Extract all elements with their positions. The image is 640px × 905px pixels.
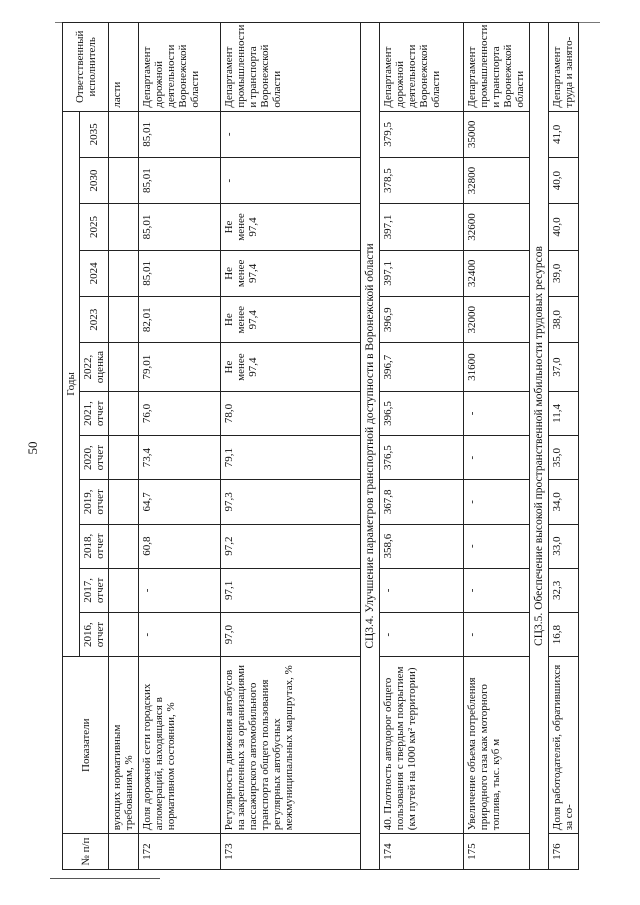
table-row: [139, 23, 221, 870]
year-value: [109, 391, 139, 435]
table-row: [549, 23, 579, 870]
header-row-1: [63, 23, 80, 870]
header-num: № п/п: [63, 834, 109, 870]
year-value: 97,3: [221, 480, 361, 524]
section-title: СЦ3.5. Обеспечение высокой пространственной мобильности трудовых ресурсов: [530, 23, 549, 870]
row-number: 172: [139, 834, 221, 870]
year-value: 32600: [464, 204, 530, 250]
year-value: 97,0: [221, 612, 361, 656]
year-value: 397,1: [380, 204, 464, 250]
year-value: 97,2: [221, 524, 361, 568]
year-value: -: [380, 612, 464, 656]
year-value: Не менее 97,4: [221, 204, 361, 250]
row-number: [109, 834, 139, 870]
header-year: 2017, отчет: [80, 568, 109, 612]
year-value: [109, 250, 139, 296]
year-value: [109, 111, 139, 157]
header-year: 2018, отчет: [80, 524, 109, 568]
responsible-executor: Департамент промышленности и транспорта Воронежской области: [221, 23, 361, 112]
year-value: 32000: [464, 297, 530, 343]
year-value: -: [464, 436, 530, 480]
year-value: [109, 612, 139, 656]
year-value: 32800: [464, 157, 530, 203]
header-year: 2030: [80, 157, 109, 203]
responsible-executor: ласти: [109, 23, 139, 112]
year-value: 396,9: [380, 297, 464, 343]
year-value: 31600: [464, 343, 530, 391]
year-value: 397,1: [380, 250, 464, 296]
header-responsible: Ответственный исполнитель: [63, 23, 109, 112]
section-row: [361, 23, 380, 870]
table-row: [380, 23, 464, 870]
year-value: 16,8: [549, 612, 579, 656]
year-value: [109, 568, 139, 612]
indicators-table: [62, 22, 579, 870]
year-value: -: [139, 568, 221, 612]
year-value: 85,01: [139, 157, 221, 203]
year-value: 396,5: [380, 391, 464, 435]
year-value: 40,0: [549, 204, 579, 250]
year-value: 38,0: [549, 297, 579, 343]
indicator-name: Регулярность движения автобусов на закрепленных за организациями пассажирского автомобильного транспорта общего пользования регулярных автобусных межмуниципальных маршрутах, %: [221, 657, 361, 834]
row-number: 176: [549, 834, 579, 870]
year-value: 85,01: [139, 111, 221, 157]
year-value: [109, 204, 139, 250]
year-value: 32400: [464, 250, 530, 296]
indicator-name: Увеличение объема потребления природного газа как моторного топлива, тыс. куб м: [464, 657, 530, 834]
year-value: 367,8: [380, 480, 464, 524]
year-value: [109, 297, 139, 343]
header-year: 2021, отчет: [80, 391, 109, 435]
year-value: 85,01: [139, 204, 221, 250]
rotated-table-wrapper: [62, 22, 622, 870]
header-year: 2022, оценка: [80, 343, 109, 391]
year-value: 11,4: [549, 391, 579, 435]
year-value: -: [221, 157, 361, 203]
year-value: [109, 524, 139, 568]
year-value: 35000: [464, 111, 530, 157]
indicator-name: вующих нормативным требованиям, %: [109, 657, 139, 834]
indicator-name: Доля дорожной сети городских агломераций, находящаяся в нормативном состоянии, %: [139, 657, 221, 834]
year-value: 37,0: [549, 343, 579, 391]
year-value: 82,01: [139, 297, 221, 343]
responsible-executor: Департамент промышленности и транспорта Воронежской области: [464, 23, 530, 112]
header-year: 2016, отчет: [80, 612, 109, 656]
header-years: Годы: [63, 111, 80, 657]
bottom-rule: [50, 878, 160, 879]
year-value: 378,5: [380, 157, 464, 203]
year-value: -: [464, 524, 530, 568]
year-value: [109, 436, 139, 480]
year-value: -: [464, 391, 530, 435]
year-value: 379,5: [380, 111, 464, 157]
year-value: -: [380, 568, 464, 612]
header-year: 2023: [80, 297, 109, 343]
year-value: [109, 157, 139, 203]
header-year: 2020, отчет: [80, 436, 109, 480]
year-value: 32,3: [549, 568, 579, 612]
header-indicators: Показатели: [63, 657, 109, 834]
header-year: 2024: [80, 250, 109, 296]
table-body: [109, 23, 579, 870]
year-value: 97,1: [221, 568, 361, 612]
row-number: 173: [221, 834, 361, 870]
year-value: -: [464, 612, 530, 656]
indicator-name: Доля работодателей, обратившихся за со-: [549, 657, 579, 834]
year-value: -: [139, 612, 221, 656]
year-value: 39,0: [549, 250, 579, 296]
table-row: [221, 23, 361, 870]
year-value: -: [221, 111, 361, 157]
year-value: -: [464, 568, 530, 612]
page-number: 50: [25, 441, 40, 455]
section-row: [530, 23, 549, 870]
row-number: 174: [380, 834, 464, 870]
table-row: [109, 23, 139, 870]
year-value: 78,0: [221, 391, 361, 435]
year-value: 396,7: [380, 343, 464, 391]
year-value: Не менее 97,4: [221, 297, 361, 343]
year-value: 79,01: [139, 343, 221, 391]
year-value: 358,6: [380, 524, 464, 568]
year-value: 79,1: [221, 436, 361, 480]
year-value: Не менее 97,4: [221, 250, 361, 296]
year-value: 41,0: [549, 111, 579, 157]
header-year: 2019, отчет: [80, 480, 109, 524]
responsible-executor: Департамент труда и занято-: [549, 23, 579, 112]
year-value: 40,0: [549, 157, 579, 203]
year-value: [109, 343, 139, 391]
year-value: 60,8: [139, 524, 221, 568]
row-number: 175: [464, 834, 530, 870]
year-value: 85,01: [139, 250, 221, 296]
year-value: [109, 480, 139, 524]
section-title: СЦ3.4. Улучшение параметров транспортной доступности в Воронежской области: [361, 23, 380, 870]
rotated-table: [62, 22, 622, 870]
year-value: Не менее 97,4: [221, 343, 361, 391]
year-value: 376,5: [380, 436, 464, 480]
year-value: -: [464, 480, 530, 524]
year-value: 76,0: [139, 391, 221, 435]
header-year: 2025: [80, 204, 109, 250]
year-value: 34,0: [549, 480, 579, 524]
header-year: 2035: [80, 111, 109, 157]
year-value: 73,4: [139, 436, 221, 480]
year-value: 33,0: [549, 524, 579, 568]
table-row: [464, 23, 530, 870]
responsible-executor: Департамент дорожной деятельности Воронежской области: [380, 23, 464, 112]
year-value: 64,7: [139, 480, 221, 524]
year-value: 35,0: [549, 436, 579, 480]
indicator-name: 40. Плотность автодорог общего пользования с твердым покрытием (км путей на 1000 км² территории): [380, 657, 464, 834]
responsible-executor: Департамент дорожной деятельности Воронежской области: [139, 23, 221, 112]
